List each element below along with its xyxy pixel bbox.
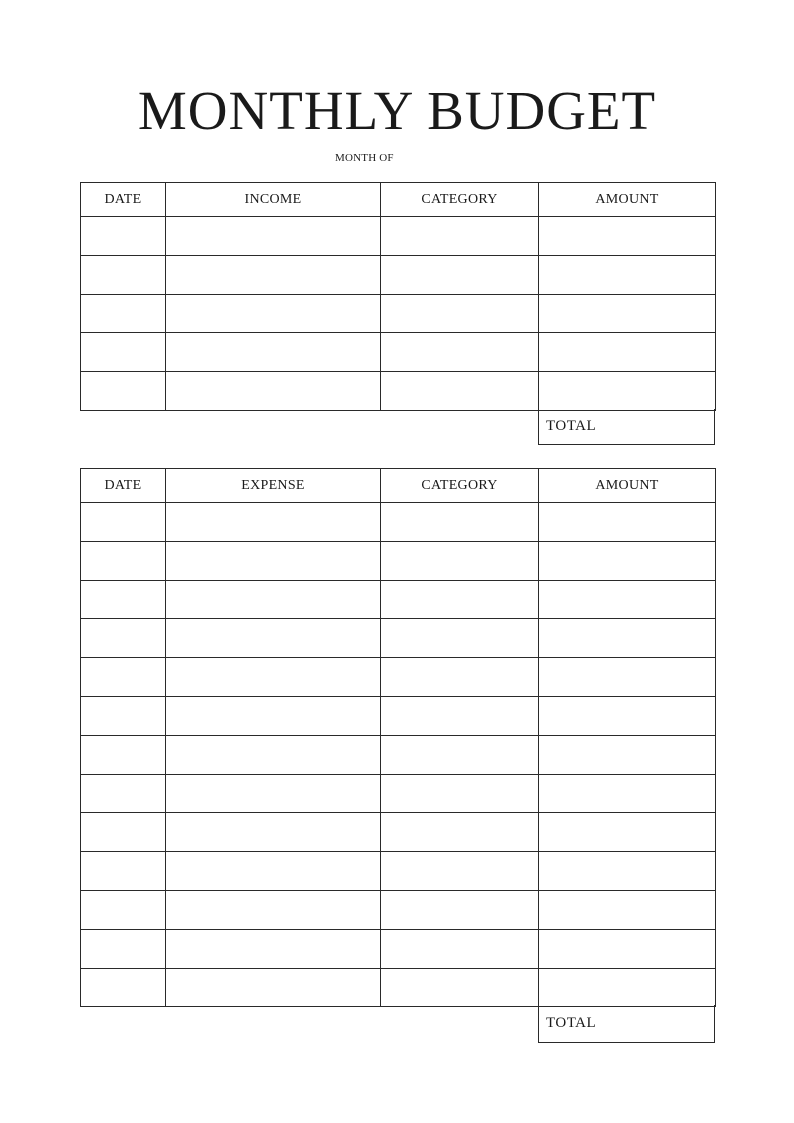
expense-amount-cell[interactable] bbox=[539, 541, 716, 580]
income-description-cell[interactable] bbox=[166, 217, 381, 256]
income-income-header: INCOME bbox=[166, 183, 381, 217]
income-category-cell[interactable] bbox=[381, 255, 539, 294]
expense-description-cell[interactable] bbox=[166, 541, 381, 580]
expense-description-cell[interactable] bbox=[166, 735, 381, 774]
expense-description-cell[interactable] bbox=[166, 619, 381, 658]
income-date-header: DATE bbox=[81, 183, 166, 217]
expense-date-cell[interactable] bbox=[81, 658, 166, 697]
income-amount-cell[interactable] bbox=[539, 255, 716, 294]
expense-category-cell[interactable] bbox=[381, 580, 539, 619]
expense-amount-cell[interactable] bbox=[539, 968, 716, 1007]
expense-description-cell[interactable] bbox=[166, 852, 381, 891]
income-description-cell[interactable] bbox=[166, 255, 381, 294]
expense-date-cell[interactable] bbox=[81, 929, 166, 968]
expense-amount-header: AMOUNT bbox=[539, 469, 716, 503]
expense-amount-cell[interactable] bbox=[539, 929, 716, 968]
income-date-cell[interactable] bbox=[81, 217, 166, 256]
expense-table-row bbox=[81, 929, 716, 968]
expense-category-header: CATEGORY bbox=[381, 469, 539, 503]
expense-category-cell[interactable] bbox=[381, 696, 539, 735]
expense-table-row bbox=[81, 852, 716, 891]
expense-amount-cell[interactable] bbox=[539, 813, 716, 852]
expense-date-header: DATE bbox=[81, 469, 166, 503]
income-description-cell[interactable] bbox=[166, 333, 381, 372]
expense-table-row bbox=[81, 813, 716, 852]
income-amount-cell[interactable] bbox=[539, 294, 716, 333]
income-description-cell[interactable] bbox=[166, 294, 381, 333]
month-of-label: MONTH OF bbox=[335, 152, 394, 164]
income-category-cell[interactable] bbox=[381, 333, 539, 372]
income-rows bbox=[81, 217, 716, 411]
income-amount-cell[interactable] bbox=[539, 372, 716, 411]
expense-description-cell[interactable] bbox=[166, 658, 381, 697]
expense-date-cell[interactable] bbox=[81, 774, 166, 813]
expense-date-cell[interactable] bbox=[81, 619, 166, 658]
expense-table-row bbox=[81, 735, 716, 774]
expense-expense-header: EXPENSE bbox=[166, 469, 381, 503]
expense-rows bbox=[81, 503, 716, 1007]
income-category-cell[interactable] bbox=[381, 372, 539, 411]
expense-table-row bbox=[81, 619, 716, 658]
expense-category-cell[interactable] bbox=[381, 735, 539, 774]
expense-table-row bbox=[81, 541, 716, 580]
expense-description-cell[interactable] bbox=[166, 580, 381, 619]
expense-category-cell[interactable] bbox=[381, 813, 539, 852]
expense-date-cell[interactable] bbox=[81, 580, 166, 619]
expense-category-cell[interactable] bbox=[381, 774, 539, 813]
income-amount-cell[interactable] bbox=[539, 333, 716, 372]
income-date-cell[interactable] bbox=[81, 372, 166, 411]
income-table-row bbox=[81, 372, 716, 411]
expense-table-row bbox=[81, 696, 716, 735]
income-table-row bbox=[81, 255, 716, 294]
expense-description-cell[interactable] bbox=[166, 813, 381, 852]
expense-table-row bbox=[81, 968, 716, 1007]
income-table-row bbox=[81, 294, 716, 333]
expense-description-cell[interactable] bbox=[166, 929, 381, 968]
expense-amount-cell[interactable] bbox=[539, 619, 716, 658]
expense-date-cell[interactable] bbox=[81, 696, 166, 735]
expense-amount-cell[interactable] bbox=[539, 503, 716, 542]
expense-table bbox=[80, 468, 716, 1007]
income-description-cell[interactable] bbox=[166, 372, 381, 411]
expense-total-box[interactable]: TOTAL bbox=[538, 1005, 715, 1043]
expense-date-cell[interactable] bbox=[81, 735, 166, 774]
expense-table-row bbox=[81, 890, 716, 929]
income-category-header: CATEGORY bbox=[381, 183, 539, 217]
expense-table-row bbox=[81, 658, 716, 697]
expense-category-cell[interactable] bbox=[381, 852, 539, 891]
expense-date-cell[interactable] bbox=[81, 852, 166, 891]
income-table-row bbox=[81, 333, 716, 372]
income-amount-header: AMOUNT bbox=[539, 183, 716, 217]
income-table bbox=[80, 182, 716, 411]
income-table-row bbox=[81, 217, 716, 256]
income-category-cell[interactable] bbox=[381, 217, 539, 256]
expense-category-cell[interactable] bbox=[381, 890, 539, 929]
expense-description-cell[interactable] bbox=[166, 890, 381, 929]
expense-date-cell[interactable] bbox=[81, 503, 166, 542]
expense-table-row bbox=[81, 580, 716, 619]
expense-category-cell[interactable] bbox=[381, 503, 539, 542]
expense-header-row bbox=[81, 469, 716, 503]
expense-date-cell[interactable] bbox=[81, 541, 166, 580]
expense-category-cell[interactable] bbox=[381, 658, 539, 697]
expense-amount-cell[interactable] bbox=[539, 852, 716, 891]
expense-description-cell[interactable] bbox=[166, 968, 381, 1007]
expense-amount-cell[interactable] bbox=[539, 696, 716, 735]
expense-description-cell[interactable] bbox=[166, 503, 381, 542]
income-date-cell[interactable] bbox=[81, 294, 166, 333]
expense-date-cell[interactable] bbox=[81, 968, 166, 1007]
income-amount-cell[interactable] bbox=[539, 217, 716, 256]
expense-category-cell[interactable] bbox=[381, 929, 539, 968]
expense-amount-cell[interactable] bbox=[539, 890, 716, 929]
expense-table-row bbox=[81, 774, 716, 813]
expense-category-cell[interactable] bbox=[381, 541, 539, 580]
income-header-row bbox=[81, 183, 716, 217]
expense-category-cell[interactable] bbox=[381, 968, 539, 1007]
income-date-cell[interactable] bbox=[81, 255, 166, 294]
expense-date-cell[interactable] bbox=[81, 813, 166, 852]
expense-description-cell[interactable] bbox=[166, 774, 381, 813]
income-category-cell[interactable] bbox=[381, 294, 539, 333]
expense-amount-cell[interactable] bbox=[539, 774, 716, 813]
expense-date-cell[interactable] bbox=[81, 890, 166, 929]
expense-amount-cell[interactable] bbox=[539, 735, 716, 774]
expense-amount-cell[interactable] bbox=[539, 658, 716, 697]
expense-category-cell[interactable] bbox=[381, 619, 539, 658]
expense-amount-cell[interactable] bbox=[539, 580, 716, 619]
income-total-box[interactable]: TOTAL bbox=[538, 409, 715, 445]
expense-table-row bbox=[81, 503, 716, 542]
income-date-cell[interactable] bbox=[81, 333, 166, 372]
expense-description-cell[interactable] bbox=[166, 696, 381, 735]
page-title: MONTHLY BUDGET bbox=[137, 80, 657, 141]
